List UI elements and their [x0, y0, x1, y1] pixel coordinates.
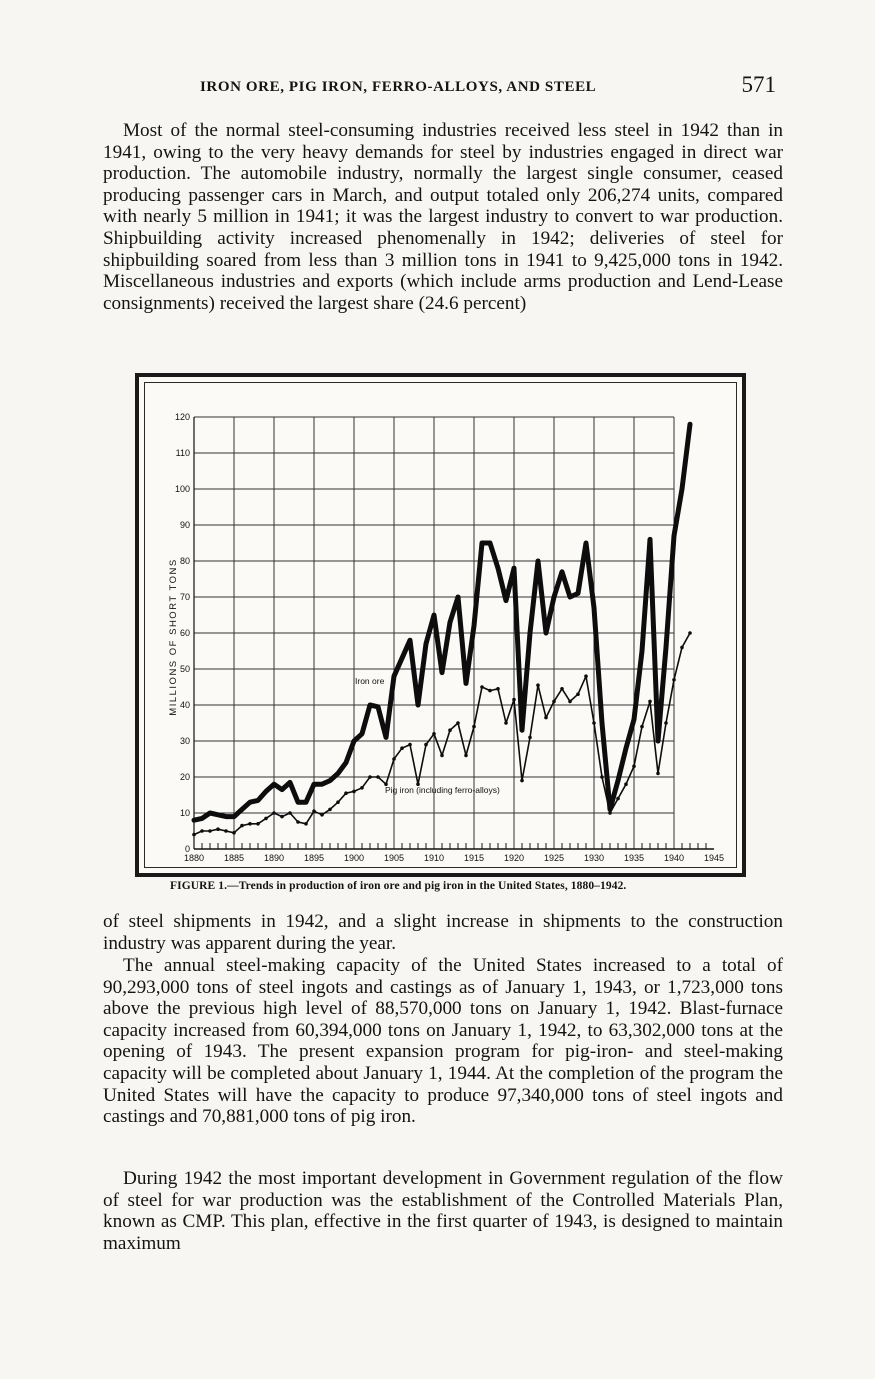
- pig-iron-point: [536, 683, 540, 687]
- y-tick-label: 70: [179, 592, 190, 602]
- pig-iron-point: [216, 827, 220, 831]
- iron-ore-label: Iron ore: [355, 676, 385, 686]
- pig-iron-point: [688, 631, 692, 635]
- y-tick-label: 120: [174, 412, 190, 422]
- pig-iron-point: [640, 725, 644, 729]
- pig-iron-point: [616, 797, 620, 801]
- pig-iron-point: [368, 775, 372, 779]
- pig-iron-point: [680, 646, 684, 650]
- x-tick-label: 1915: [463, 853, 485, 863]
- pig-iron-point: [288, 811, 292, 815]
- pig-iron-point: [512, 698, 516, 702]
- pig-iron-point: [440, 754, 444, 758]
- page-number: 571: [741, 72, 776, 97]
- x-tick-label: 1895: [303, 853, 325, 863]
- pig-iron-point: [496, 687, 500, 691]
- y-tick-label: 50: [179, 664, 190, 674]
- x-tick-label: 1920: [503, 853, 525, 863]
- figure-frame: [135, 373, 746, 877]
- y-tick-label: 40: [179, 700, 190, 710]
- x-tick-label: 1910: [423, 853, 445, 863]
- pig-iron-point: [488, 689, 492, 693]
- chart-series: [192, 424, 692, 836]
- x-tick-label: 1935: [623, 853, 645, 863]
- pig-iron-point: [280, 815, 284, 819]
- pig-iron-point: [256, 822, 260, 826]
- y-tick-label: 110: [175, 448, 190, 458]
- pig-iron-point: [560, 687, 564, 691]
- pig-iron-point: [336, 800, 340, 804]
- production-chart: [139, 377, 742, 873]
- pig-iron-point: [584, 674, 588, 678]
- y-tick-label: 10: [179, 808, 190, 818]
- x-axis-ticks: [184, 843, 724, 863]
- pig-iron-point: [672, 678, 676, 682]
- x-tick-label: 1885: [223, 853, 245, 863]
- pig-iron-point: [232, 831, 236, 835]
- pig-iron-point: [648, 700, 652, 704]
- pig-iron-point: [544, 716, 548, 720]
- running-title: IRON ORE, PIG IRON, FERRO-ALLOYS, AND STEEL: [200, 79, 597, 95]
- y-tick-label: 80: [179, 556, 190, 566]
- x-tick-label: 1905: [383, 853, 405, 863]
- pig-iron-point: [664, 721, 668, 725]
- pig-iron-point: [408, 743, 412, 747]
- pig-iron-point: [360, 786, 364, 790]
- x-tick-label: 1880: [183, 853, 205, 863]
- pig-iron-point: [552, 700, 556, 704]
- pig-iron-point: [448, 728, 452, 732]
- pig-iron-point: [376, 775, 380, 779]
- y-axis-title: MILLIONS OF SHORT TONS: [168, 558, 179, 716]
- pig-iron-point: [600, 775, 604, 779]
- pig-iron-point: [192, 833, 196, 837]
- pig-iron-point: [656, 772, 660, 776]
- running-head: [102, 70, 782, 104]
- y-tick-label: 100: [174, 484, 190, 494]
- paragraph-3: The annual steel-making capacity of the United States increased to a total of 90,293,000 tons of steel ingots and castings as of January 1, 1943, or 1,723,000 tons above the previous high level of 88,570,000 tons on January 1, 1942. Blast-furnace capacity increased from 60,394,000 tons on January 1, 1942, to 63,302,000 tons at the opening of 1943. The present expansion program for pig-iron- and steel-making capacity will be completed about January 1, 1944. At the completion of the program the United States will have the capacity to produce 97,340,000 tons of steel ingots and castings and 70,881,000 tons of pig iron.: [103, 955, 783, 1128]
- x-tick-label: 1930: [583, 853, 605, 863]
- pig-iron-point: [312, 809, 316, 813]
- x-tick-label: 1945: [703, 853, 725, 863]
- pig-iron-point: [424, 743, 428, 747]
- pig-iron-point: [504, 721, 508, 725]
- pig-iron-point: [528, 736, 532, 740]
- pig-iron-point: [200, 829, 204, 833]
- pig-iron-point: [272, 811, 276, 815]
- pig-iron-point: [480, 685, 484, 689]
- pig-iron-point: [392, 757, 396, 761]
- pig-iron-point: [400, 746, 404, 750]
- pig-iron-point: [344, 791, 348, 795]
- pig-iron-point: [328, 808, 332, 812]
- x-tick-label: 1900: [343, 853, 365, 863]
- y-tick-label: 0: [184, 844, 190, 854]
- pig-iron-point: [208, 829, 212, 833]
- series-iron-ore-line: [194, 424, 690, 820]
- pig-iron-point: [352, 790, 356, 794]
- pig-iron-point: [608, 811, 612, 815]
- pig-iron-point: [432, 732, 436, 736]
- pig-iron-point: [320, 813, 324, 817]
- y-tick-label: 60: [179, 628, 190, 638]
- pig-iron-point: [568, 700, 572, 704]
- pig-iron-point: [520, 779, 524, 783]
- paragraph-1: Most of the normal steel-consuming industries received less steel in 1942 than in 1941, owing to the very heavy demands for steel by industries engaged in direct war production. The automobile industry, normally the largest single consumer, ceased producing passenger cars in March, and output totaled only 206,274 units, compared with nearly 5 million in 1941; it was the largest industry to convert to war production. Shipbuilding activity increased phenomenally in 1942; deliveries of steel for shipbuilding soared from less than 3 million tons in 1941 to 9,425,000 tons in 1942. Miscellaneous industries and exports (which include arms production and Lend-Lease consignments) received the largest share (24.6 percent): [103, 120, 783, 314]
- y-tick-label: 90: [179, 520, 190, 530]
- pig-iron-point: [576, 692, 580, 696]
- x-tick-label: 1940: [663, 853, 685, 863]
- pig-iron-point: [632, 764, 636, 768]
- pig-iron-point: [296, 820, 300, 824]
- pig-iron-point: [624, 782, 628, 786]
- x-tick-label: 1890: [263, 853, 285, 863]
- y-tick-label: 20: [179, 772, 190, 782]
- x-tick-label: 1925: [543, 853, 565, 863]
- pig-iron-point: [224, 829, 228, 833]
- pig-iron-point: [464, 754, 468, 758]
- y-tick-label: 30: [179, 736, 190, 746]
- pig-iron-point: [472, 725, 476, 729]
- pig-iron-point: [304, 822, 308, 826]
- pig-iron-point: [240, 824, 244, 828]
- pig-iron-point: [592, 721, 596, 725]
- pig-iron-label: Pig iron (including ferro-alloys): [385, 785, 500, 795]
- figure-caption: FIGURE 1.—Trends in production of iron ore and pig iron in the United States, 1880–1942.: [170, 880, 627, 892]
- paragraph-4: During 1942 the most important development in Government regulation of the flow of steel for war production was the establishment of the Controlled Materials Plan, known as CMP. This plan, effective in the first quarter of 1943, is designed to maintain maximum: [103, 1168, 783, 1254]
- pig-iron-point: [264, 817, 268, 821]
- pig-iron-point: [456, 721, 460, 725]
- paragraph-2: of steel shipments in 1942, and a slight increase in shipments to the construction industry was apparent during the year.: [103, 911, 783, 954]
- pig-iron-point: [248, 822, 252, 826]
